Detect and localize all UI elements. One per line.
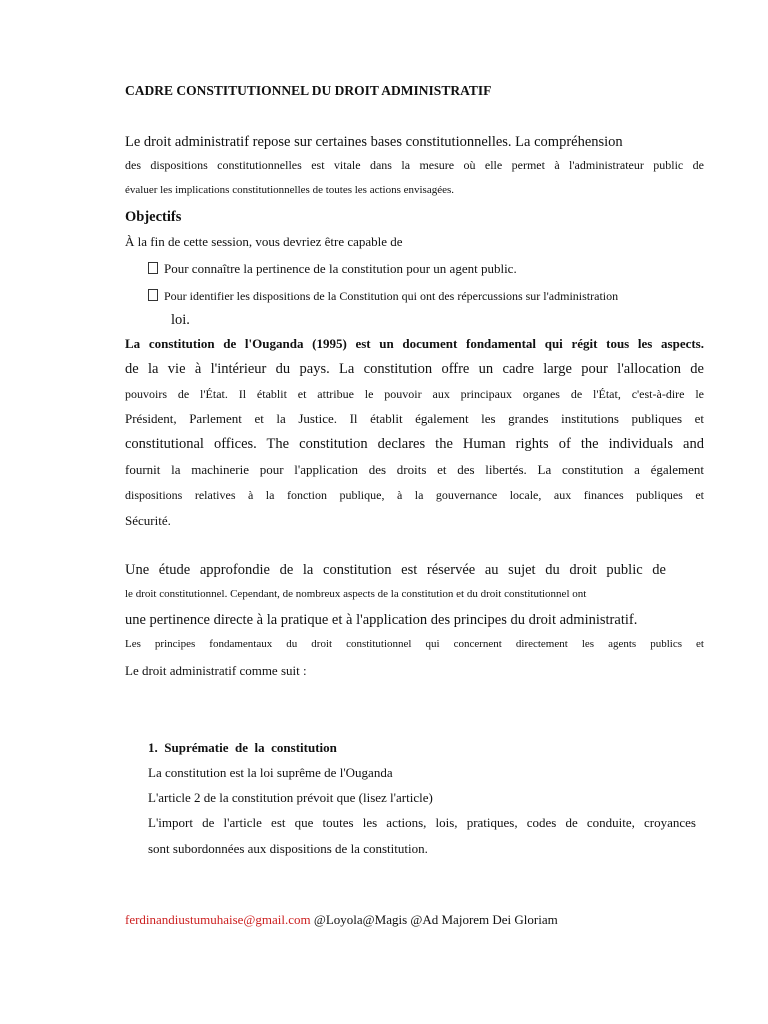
- footer-tags: @Loyola@Magis @Ad Majorem Dei Gloriam: [310, 912, 558, 927]
- footer-email-link[interactable]: ferdinandiustumuhaise@gmail.com: [125, 912, 311, 927]
- objective-bullet-2-text: Pour identifier les dispositions de la Constitution qui ont des répercussions sur l'administration: [164, 289, 619, 303]
- objective-bullet-1-text: Pour connaître la pertinence de la constitution pour un agent public.: [164, 261, 517, 276]
- study-line-5: Le droit administratif comme suit :: [125, 663, 307, 678]
- constitution-line-1: La constitution de l'Ouganda (1995) est un document fondamental qui régit tous les aspects.: [125, 336, 704, 351]
- bullet-box-icon: [148, 289, 158, 301]
- objectives-heading: Objectifs: [125, 209, 182, 225]
- study-line-1: Une étude approfondie de la constitution est réservée au sujet du droit public de: [125, 562, 666, 578]
- section-1-line-3: L'import de l'article est que toutes les actions, lois, pratiques, codes de conduite, croyances: [148, 815, 696, 830]
- study-line-2: le droit constitutionnel. Cependant, de nombreux aspects de la constitution et du droit constitutionnel ont: [125, 588, 587, 600]
- section-1-line-4: sont subordonnées aux dispositions de la constitution.: [148, 841, 428, 856]
- objective-bullet-2-continuation: loi.: [171, 312, 190, 328]
- study-line-3: une pertinence directe à la pratique et à l'application des principes du droit administratif.: [125, 612, 638, 628]
- bullet-box-icon: [148, 262, 158, 274]
- constitution-line-7: dispositions relatives à la fonction publique, à la gouvernance locale, aux finances publiques et: [125, 488, 704, 502]
- intro-line-2: des dispositions constitutionnelles est vitale dans la mesure où elle permet à l'administrateur public de: [125, 158, 704, 172]
- section-1-heading: 1. Suprématie de la constitution: [148, 740, 337, 755]
- constitution-line-2: de la vie à l'intérieur du pays. La constitution offre un cadre large pour l'allocation de: [125, 361, 704, 377]
- section-1-line-1: La constitution est la loi suprême de l'Ouganda: [148, 765, 393, 780]
- constitution-line-4: Président, Parlement et la Justice. Il établit également les grandes institutions publiques et: [125, 411, 704, 426]
- constitution-line-8: Sécurité.: [125, 513, 171, 528]
- objective-bullet-1: [148, 262, 517, 275]
- document-title: CADRE CONSTITUTIONNEL DU DROIT ADMINISTRATIF: [125, 83, 492, 98]
- constitution-line-6: fournit la machinerie pour l'application des droits et des libertés. La constitution a également: [125, 462, 704, 477]
- study-line-4: Les principes fondamentaux du droit constitutionnel qui concernent directement les agents publics et: [125, 638, 704, 650]
- section-1-line-2: L'article 2 de la constitution prévoit que (lisez l'article): [148, 790, 433, 805]
- footer: [125, 913, 558, 926]
- intro-line-1: Le droit administratif repose sur certaines bases constitutionnelles. La compréhension: [125, 134, 623, 150]
- objective-bullet-2: [148, 289, 618, 302]
- objectives-lead: À la fin de cette session, vous devriez être capable de: [125, 234, 403, 249]
- constitution-line-3: pouvoirs de l'État. Il établit et attribue le pouvoir aux principaux organes de l'État, c'est-à-dire le: [125, 387, 704, 401]
- constitution-line-5: constitutional offices. The constitution declares the Human rights of the individuals and: [125, 436, 704, 452]
- intro-line-3: évaluer les implications constitutionnelles de toutes les actions envisagées.: [125, 184, 455, 196]
